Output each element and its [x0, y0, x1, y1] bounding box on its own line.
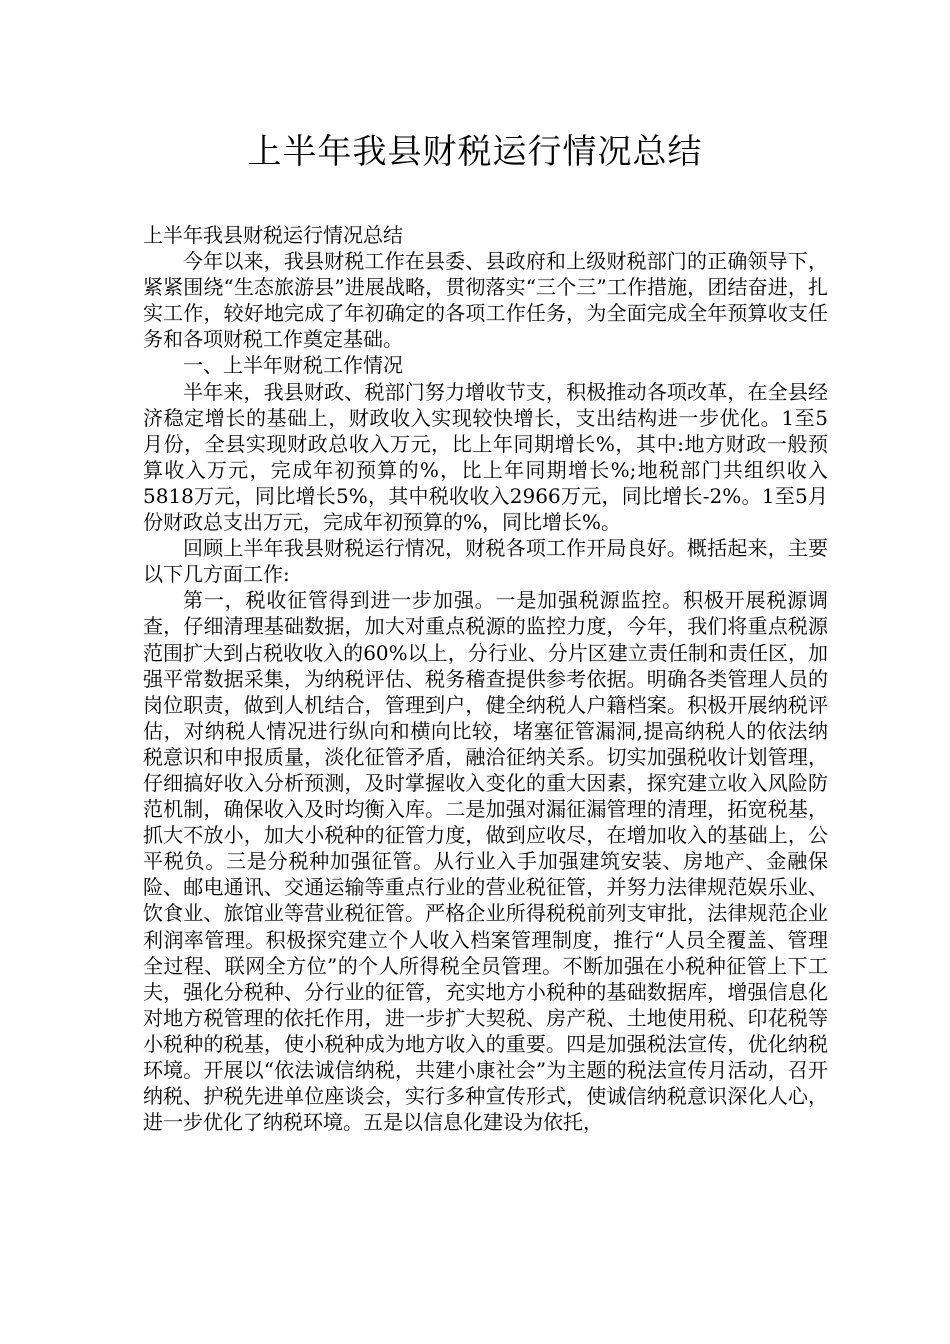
document-body: [143, 222, 828, 1135]
paragraph-intro: 今年以来，我县财税工作在县委、县政府和上级财税部门的正确领导下，紧紧围绕“生态旅游县”进展战略，贯彻落实“三个三”工作措施，团结奋进，扎实工作，较好地完成了年初确定的各项工作任务，为全面完成全年预算收支任务和各项财税工作奠定基础。: [143, 249, 828, 352]
paragraph-tax-collection: 第一，税收征管得到进一步加强。一是加强税源监控。积极开展税源调查，仔细清理基础数据，加大对重点税源的监控力度，今年，我们将重点税源范围扩大到占税收收入的60%以上，分行业、分片区建立责任制和责任区，加强平常数据采集，为纳税评估、税务稽查提供参考依据。明确各类管理人员的岗位职责，做到人机结合，管理到户，健全纳税人户籍档案。积极开展纳税评估，对纳税人情况进行纵向和横向比较，堵塞征管漏洞,提高纳税人的依法纳税意识和申报质量，淡化征管矛盾，融洽征纳关系。切实加强税收计划管理，仔细搞好收入分析预测，及时掌握收入变化的重大因素，探究建立收入风险防范机制，确保收入及时均衡入库。二是加强对漏征漏管理的清理，拓宽税基，抓大不放小，加大小税种的征管力度，做到应收尽，在增加收入的基础上，公平税负。三是分税种加强征管。从行业入手加强建筑安装、房地产、金融保险、邮电通讯、交通运输等重点行业的营业税征管，并努力法律规范娱乐业、饮食业、旅馆业等营业税征管。严格企业所得税税前列支审批，法律规范企业利润率管理。积极探究建立个人收入档案管理制度，推行“人员全覆盖、管理全过程、联网全方位”的个人所得税全员管理。不断加强在小税种征管上下工夫，强化分税种、分行业的征管，充实地方小税种的基础数据库，增强信息化对地方税管理的依托作用，进一步扩大契税、房产税、土地使用税、印花税等小税种的税基，使小税种成为地方收入的重要。四是加强税法宣传，优化纳税环境。开展以“依法诚信纳税，共建小康社会”为主题的税法宣传月活动，召开纳税、护税先进单位座谈会，实行多种宣传形式，使诚信纳税意识深化人心，进一步优化了纳税环境。五是以信息化建设为依托，: [143, 588, 828, 1135]
paragraph-revenue-summary: 半年来，我县财政、税部门努力增收节支，积极推动各项改革，在全县经济稳定增长的基础上，财政收入实现较快增长，支出结构进一步优化。1至5月份，全县实现财政总收入万元，比上年同期增长%，其中:地方财政一般预算收入万元，完成年初预算的%，比上年同期增长%;地税部门共组织收入5818万元，同比增长5%，其中税收收入2966万元，同比增长-2%。1至5月份财政总支出万元，完成年初预算的%，同比增长%。: [143, 379, 828, 535]
paragraph-review: 回顾上半年我县财税运行情况，财税各项工作开局良好。概括起来，主要以下几方面工作:: [143, 536, 828, 587]
section-heading: 一、上半年财税工作情况: [183, 353, 403, 378]
body-subtitle: 上半年我县财税运行情况总结: [143, 223, 403, 247]
document-title: 上半年我县财税运行情况总结: [247, 132, 703, 172]
